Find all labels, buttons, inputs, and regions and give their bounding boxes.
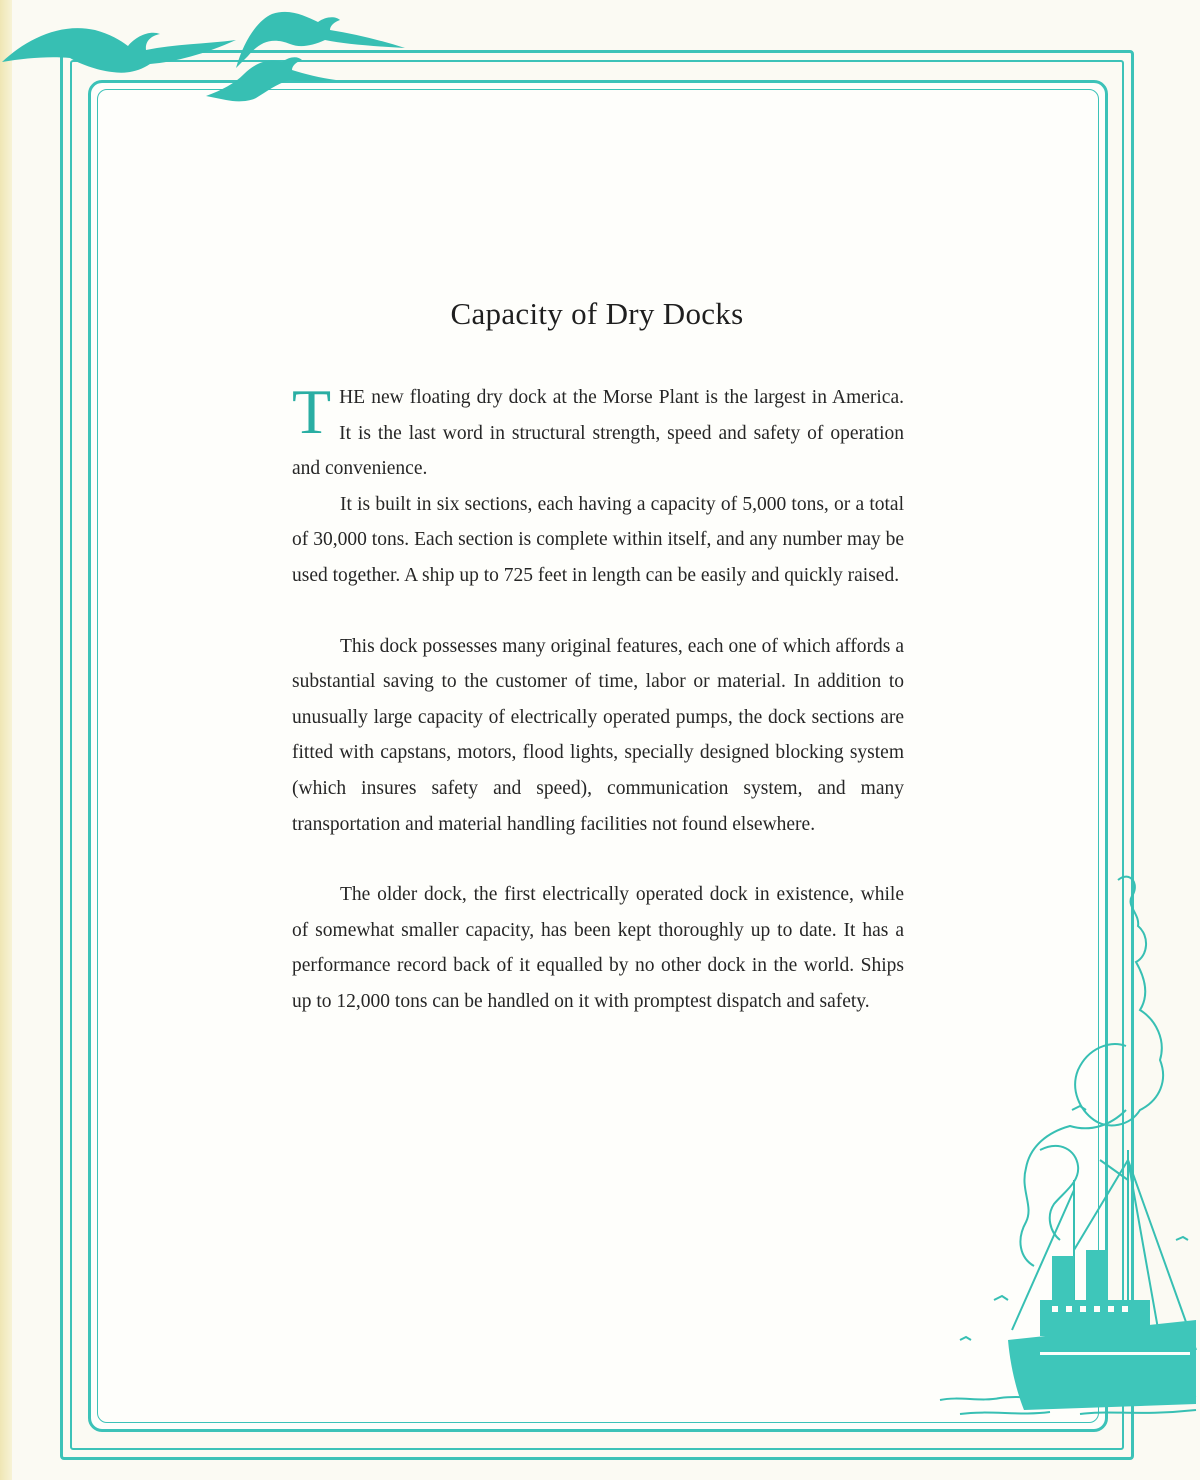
seagull-icons [0, 0, 460, 120]
seagull-icon [206, 57, 336, 101]
seagull-icon [236, 12, 405, 68]
paragraph [292, 376, 904, 487]
page-edge [0, 0, 12, 1480]
paragraph: It is built in six sections, each having a capacity of 5,000 tons, or a total of 30,000 tons. Each section is complete within itself, and any number may be used together. A ship up to 725 feet in length can be easily and quickly raised. [292, 493, 904, 586]
paragraph: The older dock, the first electrically operated dock in existence, while of somewhat smaller capacity, has been kept thoroughly up to date. It has a performance record back of it equalled by no other dock in the world. Ships up to 12,000 tons can be handled on it with promptest dispatch and safety. [292, 884, 904, 1012]
paragraph: This dock possesses many original features, each one of which affords a substantial saving to the customer of time, labor or material. In addition to unusually large capacity of electrically operated pumps, the dock sections are fitted with capstans, motors, flood lights, specially designed blocking system (which insures safety and speed), communication system, and many transportation and material handling facilities not found elsewhere. [292, 635, 904, 835]
body-text [292, 376, 904, 1020]
page-title: Capacity of Dry Docks [450, 296, 744, 331]
paragraph-text: HE new floating dry dock at the Morse Plant is the largest in America. It is the last word in structural strength, speed and safety of operation and convenience. [292, 387, 904, 480]
seagull-icon [2, 28, 236, 73]
drop-cap: T [292, 376, 332, 447]
